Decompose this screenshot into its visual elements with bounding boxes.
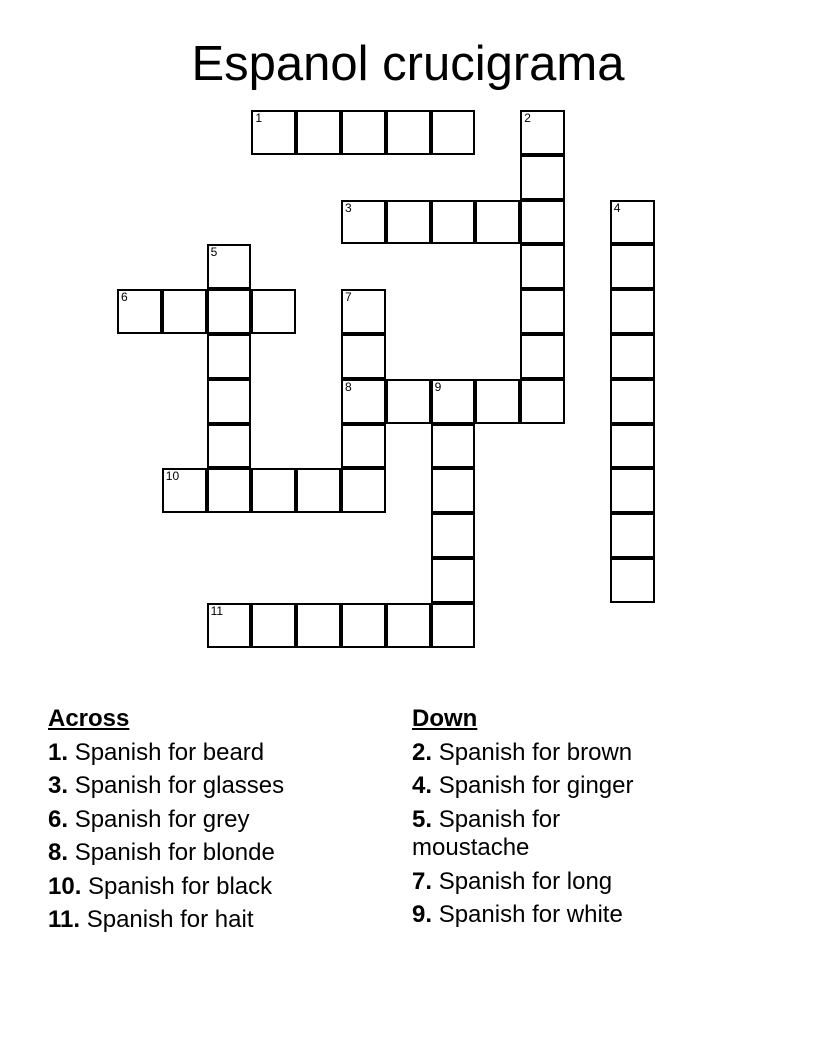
- grid-cell[interactable]: [296, 110, 341, 155]
- cell-number: 5: [210, 245, 218, 260]
- grid-cell[interactable]: [520, 110, 565, 155]
- grid-cell[interactable]: [610, 558, 655, 603]
- grid-cell[interactable]: [251, 289, 296, 334]
- grid-cell[interactable]: [610, 289, 655, 334]
- grid-cell[interactable]: [431, 200, 476, 245]
- grid-cell[interactable]: [431, 424, 476, 469]
- grid-cell[interactable]: [610, 379, 655, 424]
- clue-down-9: 9. Spanish for white: [412, 901, 623, 928]
- clue-down-2: 2. Spanish for brown: [412, 738, 633, 766]
- grid-cell[interactable]: [610, 424, 655, 469]
- grid-cell[interactable]: [341, 110, 386, 155]
- grid-cell[interactable]: [520, 289, 565, 334]
- grid-cell[interactable]: [162, 468, 207, 513]
- grid-cell[interactable]: [341, 289, 386, 334]
- grid-cell[interactable]: [117, 289, 162, 334]
- cell-number: 10: [165, 469, 180, 484]
- grid-cell[interactable]: [341, 200, 386, 245]
- grid-cell[interactable]: [386, 200, 431, 245]
- cell-number: 4: [613, 200, 621, 215]
- grid-cell[interactable]: [386, 110, 431, 155]
- clue-across-10: 10. Spanish for black: [48, 872, 273, 900]
- grid-cell[interactable]: [207, 603, 252, 648]
- clue-across-11: 11. Spanish for hait: [48, 906, 254, 933]
- grid-cell[interactable]: [520, 244, 565, 289]
- cell-number: 11: [210, 603, 224, 618]
- grid-cell[interactable]: [610, 468, 655, 513]
- clue-across-8: 8. Spanish for blonde: [48, 839, 275, 866]
- down-clues: [412, 702, 712, 932]
- down-heading: Down: [412, 705, 478, 732]
- grid-cell[interactable]: [207, 244, 252, 289]
- grid-cell[interactable]: [341, 334, 386, 379]
- clue-across-6: 6. Spanish for grey: [48, 805, 250, 833]
- cell-number: 6: [121, 290, 128, 305]
- grid-cell[interactable]: [431, 379, 476, 424]
- grid-cell[interactable]: [386, 603, 431, 648]
- grid-cell[interactable]: [431, 110, 476, 155]
- across-clues: [48, 702, 378, 937]
- grid-cell[interactable]: [341, 379, 386, 424]
- across-heading: Across: [48, 705, 130, 732]
- clue-across-1: 1. Spanish for beard: [48, 738, 265, 766]
- clue-down-7: 7. Spanish for long: [412, 867, 613, 895]
- grid-cell[interactable]: [251, 468, 296, 513]
- grid-cell[interactable]: [610, 244, 655, 289]
- page-title: Espanol crucigrama: [191, 37, 625, 91]
- grid-cell[interactable]: [386, 379, 431, 424]
- grid-cell[interactable]: [207, 379, 252, 424]
- clue-across-3: 3. Spanish for glasses: [48, 772, 285, 799]
- cell-number: 3: [345, 200, 352, 215]
- grid-cell[interactable]: [207, 424, 252, 469]
- grid-cell[interactable]: [520, 155, 565, 200]
- grid-cell[interactable]: [475, 200, 520, 245]
- grid-cell[interactable]: [520, 379, 565, 424]
- grid-cell[interactable]: [207, 289, 252, 334]
- cell-number: 7: [345, 290, 352, 305]
- cell-number: 1: [255, 111, 263, 125]
- grid-cell[interactable]: [296, 468, 341, 513]
- grid-cell[interactable]: [610, 334, 655, 379]
- cell-number: 8: [345, 379, 352, 394]
- grid-cell[interactable]: [251, 603, 296, 648]
- cell-number: 9: [434, 379, 442, 394]
- cell-number: 2: [524, 111, 531, 125]
- grid-cell[interactable]: [341, 424, 386, 469]
- grid-cell[interactable]: [610, 513, 655, 558]
- clue-down-5: 5. Spanish for moustache: [412, 805, 561, 861]
- grid-cell[interactable]: [207, 334, 252, 379]
- grid-cell[interactable]: [341, 468, 386, 513]
- grid-cell[interactable]: [431, 558, 476, 603]
- grid-cell[interactable]: [431, 603, 476, 648]
- grid-cell[interactable]: [475, 379, 520, 424]
- grid-cell[interactable]: [162, 289, 207, 334]
- clue-down-4: 4. Spanish for ginger: [412, 772, 634, 799]
- grid-cell[interactable]: [207, 468, 252, 513]
- grid-cell[interactable]: [431, 468, 476, 513]
- grid-cell[interactable]: [520, 200, 565, 245]
- grid-cell[interactable]: [610, 200, 655, 245]
- grid-cell[interactable]: [296, 603, 341, 648]
- grid-cell[interactable]: [341, 603, 386, 648]
- grid-cell[interactable]: [251, 110, 296, 155]
- grid-cell[interactable]: [431, 513, 476, 558]
- grid-cell[interactable]: [520, 334, 565, 379]
